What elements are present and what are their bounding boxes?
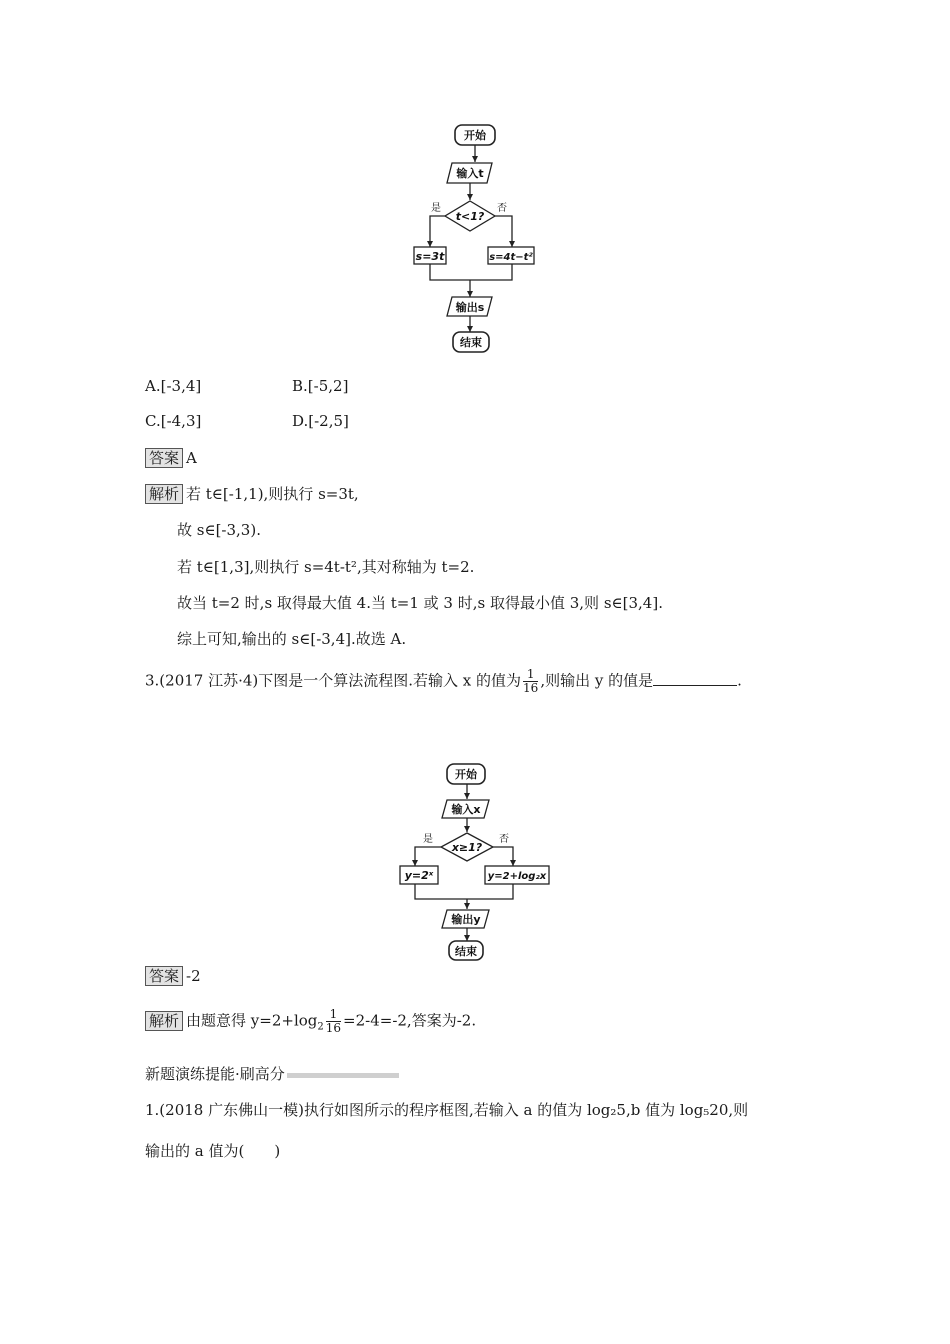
flow1-cond-label: t<1? (455, 210, 485, 223)
q3-stem-after: ,则输出 y 的值是 (540, 671, 654, 690)
section-title: 新题演练提能·刷高分 (145, 1065, 285, 1083)
flow1-no-label: 否 (497, 203, 507, 214)
flow1-input-label: 输入t (456, 167, 484, 180)
flowchart-2 (395, 758, 565, 968)
q2-analysis-line5: 综上可知,输出的 s∈[-3,4].故选 A. (177, 630, 407, 648)
q3-frac-den: 16 (523, 681, 539, 695)
q3-answer: -2 (186, 967, 201, 985)
q3-analysis-row (145, 1008, 476, 1038)
flow2-no-label: 否 (499, 834, 509, 845)
q3-analysis-frac-den: 16 (325, 1021, 342, 1035)
q3-stem-before: 3.(2017 江苏·4)下图是一个算法流程图.若输入 x 的值为 (145, 671, 522, 690)
flow2-yes-label: 是 (423, 834, 433, 845)
q-new1-line2: 输出的 a 值为( ) (145, 1142, 281, 1160)
flow1-left-label: s=3t (415, 250, 445, 263)
q-new1-line1: 1.(2018 广东佛山一模)执行如图所示的程序框图,若输入 a 的值为 log₂5,b 值为 log₅20,则 (145, 1101, 749, 1119)
option-b: B.[-5,2] (292, 377, 349, 395)
answer-tag: 答案 (145, 966, 183, 986)
option-d: D.[-2,5] (292, 412, 349, 430)
q3-answer-row (145, 966, 201, 986)
q3-frac-num: 1 (523, 668, 538, 682)
option-a: A.[-3,4] (145, 377, 202, 395)
q2-analysis-line2: 故 s∈[-3,3). (177, 521, 261, 539)
q3-analysis-fraction (326, 1008, 341, 1035)
section-divider-bar (287, 1073, 399, 1078)
flow2-left-label: y=2ˣ (404, 869, 434, 882)
q3-stem-end: . (737, 671, 742, 690)
flow1-right-label: s=4t−t² (489, 252, 533, 263)
option-c: C.[-4,3] (145, 412, 202, 430)
flow1-end-label: 结束 (460, 336, 482, 349)
flow2-input-label: 输入x (451, 803, 481, 816)
q3-fraction (523, 668, 538, 695)
analysis-tag: 解析 (145, 484, 183, 504)
q2-analysis-row (145, 484, 359, 504)
flowchart-1 (400, 120, 560, 360)
q2-answer-row (145, 448, 197, 468)
flow2-cond-label: x≥1? (451, 841, 483, 854)
q3-analysis-frac-num: 1 (326, 1008, 341, 1022)
q2-analysis-line4: 故当 t=2 时,s 取得最大值 4.当 t=1 或 3 时,s 取得最小值 3,则 s∈[3,4]. (177, 594, 663, 612)
q3-analysis-before: 由题意得 y=2+log (186, 1011, 318, 1030)
analysis-tag: 解析 (145, 1011, 183, 1031)
flow2-right-label: y=2+log₂x (487, 871, 547, 882)
flow2-start-label: 开始 (455, 768, 477, 781)
flow2-output-label: 输出y (451, 913, 481, 926)
answer-blank (653, 671, 737, 686)
flow1-output-label: 输出s (455, 301, 485, 314)
flow1-start-label: 开始 (464, 129, 486, 142)
q3-analysis-after: =2-4=-2,答案为-2. (343, 1011, 477, 1030)
flow1-yes-label: 是 (431, 203, 441, 214)
q2-analysis-line3: 若 t∈[1,3],则执行 s=4t-t²,其对称轴为 t=2. (177, 558, 475, 576)
flow2-end-label: 结束 (455, 945, 477, 958)
q3-stem (145, 668, 742, 695)
q2-answer: A (186, 449, 197, 467)
q2-analysis-line1: 若 t∈[-1,1),则执行 s=3t, (186, 485, 359, 503)
section-header (145, 1064, 399, 1084)
answer-tag: 答案 (145, 448, 183, 468)
q3-analysis-sub: 2 (317, 1021, 324, 1033)
